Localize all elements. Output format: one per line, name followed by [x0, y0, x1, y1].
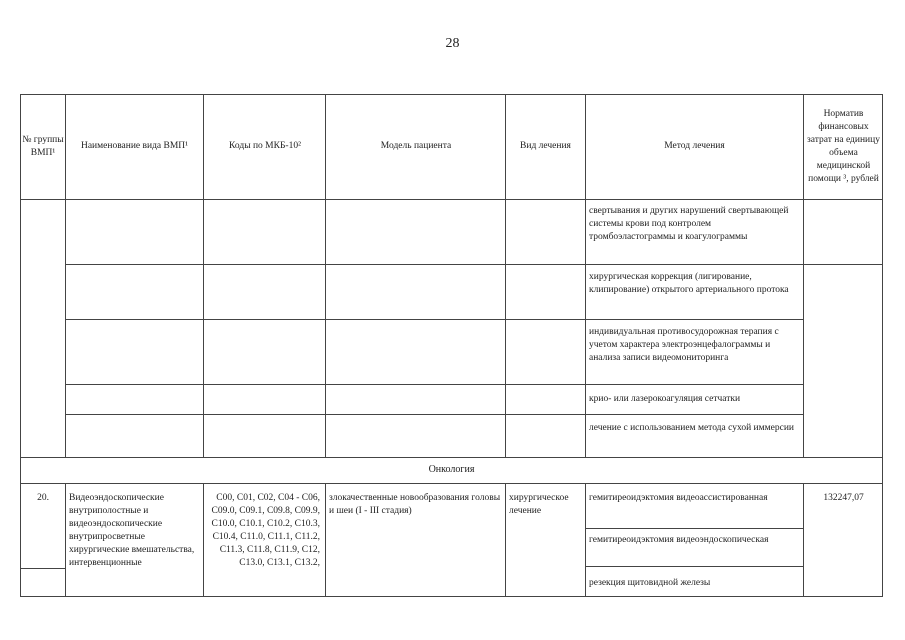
row-divider	[585, 566, 803, 567]
page-number: 28	[445, 36, 460, 51]
table-border-right	[882, 94, 883, 597]
vmp-name-cell: Видеоэндоскопические внутриполостные и видеоэндоскопические внутрипросветные хирургические вмешательства, интервенционные	[69, 493, 195, 568]
row-divider	[65, 264, 883, 265]
header-norm: Норматив финансовых затрат на единицу объема медицинской помощи ³, рублей	[807, 108, 880, 184]
header-divider	[20, 199, 883, 200]
col-divider	[585, 94, 586, 457]
row-divider	[65, 384, 803, 385]
header-patient-model: Модель пациента	[380, 141, 452, 151]
section-title: Онкология	[428, 464, 475, 475]
col-divider	[203, 94, 204, 457]
row-divider	[65, 414, 803, 415]
cost-cell: 132247,07	[823, 493, 864, 503]
method-cell: лечение с использованием метода сухой иммерсии	[589, 423, 794, 433]
method-cell: индивидуальная противосудорожная терапия с учетом характера электроэнцефалограммы и анализа записи видеомониторинга	[589, 327, 779, 363]
header-group-no: № группы ВМП¹	[22, 134, 64, 158]
method-cell: хирургическая коррекция (лигирование, клипирование) открытого артериального протока	[589, 272, 789, 295]
col-divider	[505, 94, 506, 457]
table	[20, 94, 883, 597]
row-divider	[20, 457, 883, 458]
row-divider	[65, 319, 803, 320]
icd-codes-cell: C00, C01, C02, C04 - C06, C09.0, C09.1, C09.8, C09.9, C10.0, C10.1, C10.2, C10.3, C10.4, C11.0, C11.1, C11.2, C11.3, C11.8, C11.9, C12, C13.0, C13.1, C13.2,	[211, 493, 320, 568]
col-divider	[65, 483, 66, 597]
header-method: Метод лечения	[664, 141, 725, 151]
method-cell: резекция щитовидной железы	[589, 578, 711, 588]
col-divider	[203, 483, 204, 597]
row-divider	[585, 528, 803, 529]
table-border-bottom	[20, 596, 883, 597]
method-cell: крио- или лазерокоагуляция сетчатки	[589, 394, 741, 404]
header-treatment-type: Вид лечения	[520, 141, 571, 151]
patient-model-cell: злокачественные новообразования головы и шеи (I - III стадия)	[329, 493, 501, 516]
treatment-type-cell: хирургическое лечение	[509, 493, 569, 516]
row-divider	[20, 483, 883, 484]
col-divider	[505, 483, 506, 597]
header-icd-codes: Коды по МКБ-10²	[229, 141, 301, 151]
col-divider	[803, 483, 804, 597]
header-vmp-name: Наименование вида ВМП¹	[80, 141, 189, 151]
col-divider	[65, 94, 66, 457]
row-number: 20.	[37, 493, 49, 503]
col-divider	[585, 483, 586, 597]
col-divider	[325, 483, 326, 597]
col-divider	[325, 94, 326, 457]
row-divider	[20, 568, 65, 569]
table-border-left	[20, 94, 21, 597]
method-cell: свертывания и других нарушений свертывающей системы крови под контролем тромбоэластограммы и коагулограммы	[589, 206, 789, 242]
method-cell: гемитиреоидэктомия видеоэндоскопическая	[589, 535, 769, 545]
method-cell: гемитиреоидэктомия видеоассистированная	[589, 493, 768, 503]
col-divider	[803, 94, 804, 457]
